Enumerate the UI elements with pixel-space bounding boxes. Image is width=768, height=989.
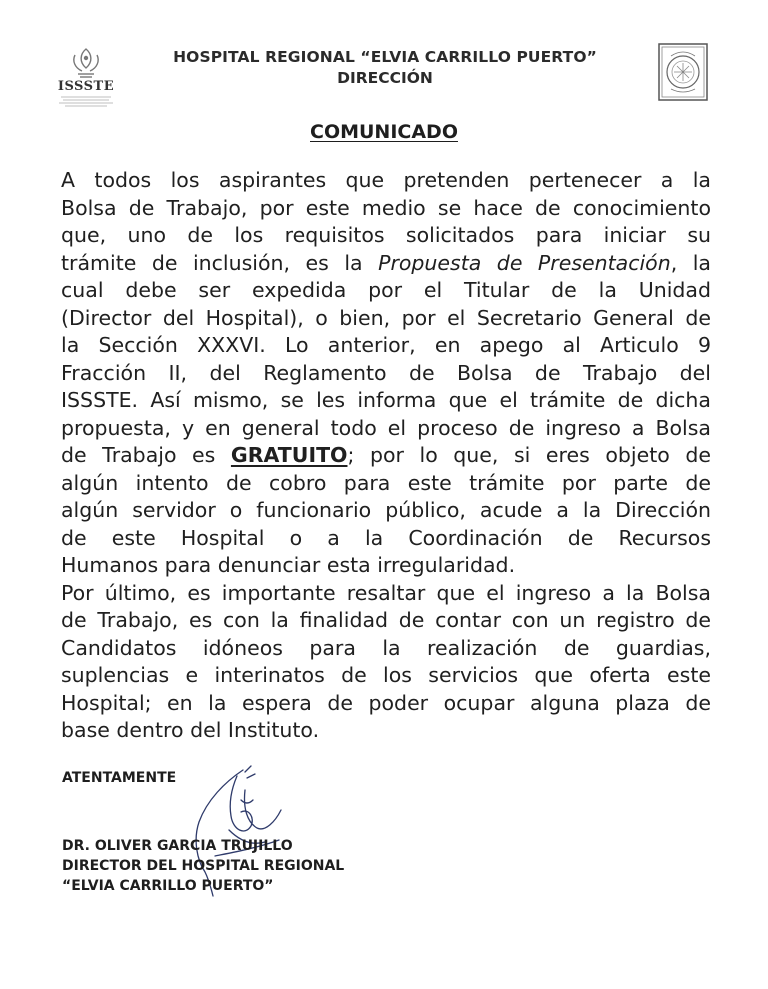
body-line: Por último, es importante resaltar que el ingreso a la Bolsa (61, 580, 711, 605)
body-line: Fracción II, del Reglamento de Bolsa de Trabajo del (61, 360, 711, 385)
signer-position: DIRECTOR DEL HOSPITAL REGIONAL (62, 858, 345, 874)
body-line: suplencias e interinatos de los servicios que oferta este (61, 663, 711, 687)
body-line (61, 250, 711, 278)
body-line: propuesta, y en general todo el proceso de ingreso a Bolsa (61, 415, 711, 440)
body-line: A todos los aspirantes que pretenden pertenecer a la (61, 168, 711, 192)
body-line: la Sección XXXVI. Lo anterior, en apego al Articulo 9 (61, 333, 711, 357)
body-line: Humanos para denunciar esta irregularidad. (61, 553, 516, 577)
signer-name: DR. OLIVER GARCIA TRUJILLO (62, 838, 293, 854)
hospital-name: HOSPITAL REGIONAL “ELVIA CARRILLO PUERTO” (173, 48, 597, 66)
body-line: de Trabajo, es con la finalidad de contar con un registro de (61, 608, 711, 632)
logo-wordmark: ISSSTE (57, 79, 115, 94)
body-line: Bolsa de Trabajo, por este medio se hace de conocimiento (61, 195, 711, 220)
signer-block (62, 836, 344, 896)
body-line (61, 442, 711, 470)
body-line: cual debe ser expedida por el Titular de la Unidad (61, 278, 711, 302)
body-text-segment: ; por lo que, si eres objeto de (347, 443, 712, 467)
body-line: (Director del Hospital), o bien, por el Secretario General de (61, 305, 711, 330)
department-name: DIRECCIÓN (337, 69, 433, 87)
logo-tagline-decor (48, 95, 124, 107)
issste-emblem-icon (66, 46, 106, 80)
signer-unit: “ELVIA CARRILLO PUERTO” (62, 878, 274, 894)
document-header (110, 48, 660, 87)
document-title: COMUNICADO (310, 121, 458, 143)
body-line: Hospital; en la espera de poder ocupar alguna plaza de (61, 690, 711, 715)
highlighted-term-gratuito: GRATUITO (230, 443, 348, 467)
body-line: algún intento de cobro para este trámite por parte de (61, 470, 711, 495)
body-line: de este Hospital o a la Coordinación de Recursos (61, 525, 711, 550)
body-line: ISSSTE. Así mismo, se les informa que el trámite de dicha (61, 388, 711, 412)
highlighted-term-propuesta: Propuesta de Presentación (378, 250, 671, 275)
closing-salutation: ATENTAMENTE (62, 770, 177, 786)
body-text-segment: , la (670, 250, 711, 275)
body-line: algún servidor o funcionario público, acude a la Dirección (61, 498, 711, 522)
union-seal-icon (657, 42, 709, 102)
communique-body (61, 167, 711, 745)
body-line: que, uno de los requisitos solicitados para iniciar su (61, 223, 711, 247)
body-text-segment: trámite de inclusión, es la (61, 250, 379, 275)
body-line: base dentro del Instituto. (61, 718, 320, 742)
body-line: Candidatos idóneos para la realización de guardias, (61, 635, 711, 660)
body-text-segment: de Trabajo es (61, 443, 231, 467)
